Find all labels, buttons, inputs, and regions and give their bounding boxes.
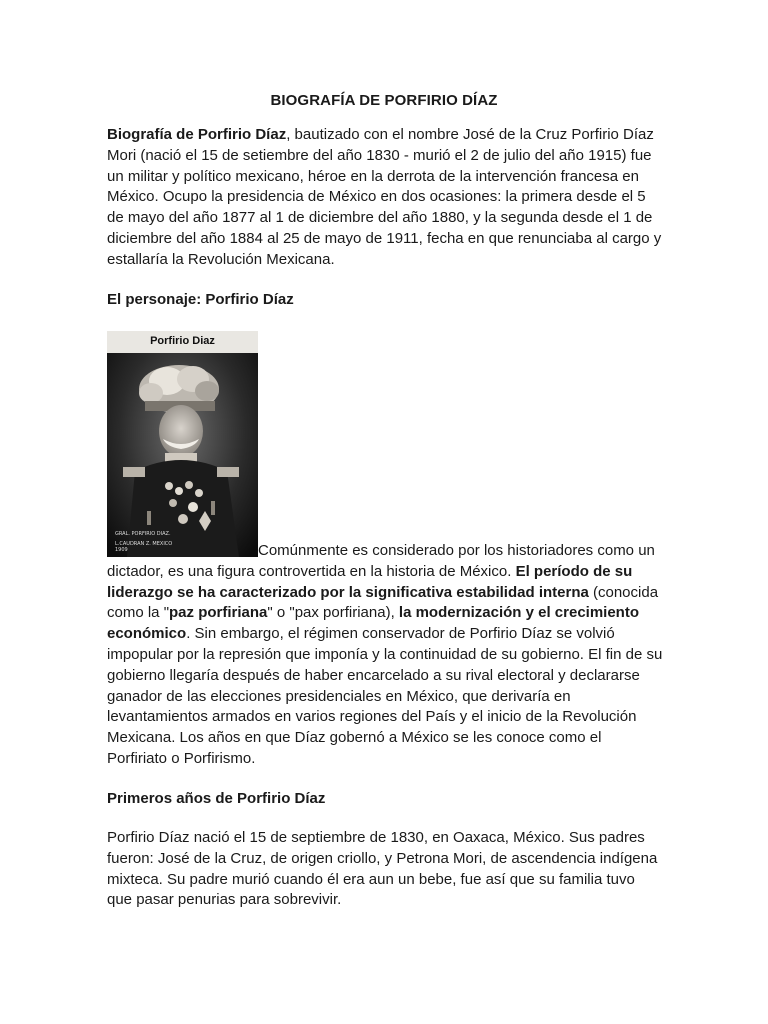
- intro-paragraph: [107, 125, 663, 271]
- section1-bold-b: El período de su liderazgo se ha caracterizado por la significativa estabilidad interna: [107, 562, 633, 601]
- portrait-photo: [107, 331, 258, 557]
- section1-text-e: " o "pax porfiriana),: [267, 604, 399, 622]
- section1-text-a: Comúnmente es considerado por los historiadores como un dictador, es una figura controvertida en la historia de México.: [107, 542, 655, 580]
- section2-paragraph: Porfirio Díaz nació el 15 de septiembre de 1830, en Oaxaca, México. Sus padres fueron: José de la Cruz, de origen criollo, y Petrona Mori, de ascendencia indígena mixteca. Su padre murió cuando él era aun un bebe, fue así que su familia tuvo que pasar penurias para sobrevivir.: [107, 829, 658, 909]
- portrait-illustration: [107, 331, 258, 557]
- section1-bold-d: paz porfiriana: [169, 604, 268, 622]
- photo-signature: GRAL. PORFIRIO DIAZ.: [115, 531, 171, 537]
- section1-text-c: (conocida como la ": [107, 583, 659, 622]
- intro-bold-lead: Biografía de Porfirio Díaz: [107, 126, 287, 143]
- section-heading-primeros: Primeros años de Porfirio Díaz: [107, 790, 326, 807]
- section-heading-personaje: El personaje: Porfirio Díaz: [107, 291, 294, 308]
- photo-credit: L.CAUDRAN Z. MEXICO 1909: [115, 541, 173, 553]
- photo-caption: Porfirio Diaz: [150, 335, 215, 347]
- section1-paragraph: [107, 541, 663, 770]
- document-title: BIOGRAFÍA DE PORFIRIO DÍAZ: [270, 92, 498, 109]
- intro-text: , bautizado con el nombre José de la Cruz Porfirio Díaz Mori (nació el 15 de setiembre del año 1830 - murió el 2 de julio del año 1915) fue un militar y político mexicano, héroe en la derrota de la intervención francesa en México. Ocupo la presidencia de México en dos ocasiones: la primera desde el 5 de mayo del año 1877 al 1 de diciembre del año 1880, y la segunda desde el 1 de diciembre del año 1884 al 25 de mayo de 1911, fecha en que renunciaba al cargo y estallaría la Revolución Mexicana.: [107, 126, 662, 268]
- section1-text-g: . Sin embargo, el régimen conservador de Porfirio Díaz se volvió impopular por la represión que imponía y la continuidad de su gobierno. El fin de su gobierno llegaría después de haber encarcelado a su rival electoral y declararse ganador de las elecciones presidenciales en México, que derivaría en levantamientos armados en varios regiones del País y el inicio de la Revolución Mexicana. Los años en que Díaz gobernó a México se les conoce como el Porfiriato o Porfirismo.: [107, 625, 663, 767]
- section1-bold-f: la modernización y el crecimiento económico: [107, 604, 640, 643]
